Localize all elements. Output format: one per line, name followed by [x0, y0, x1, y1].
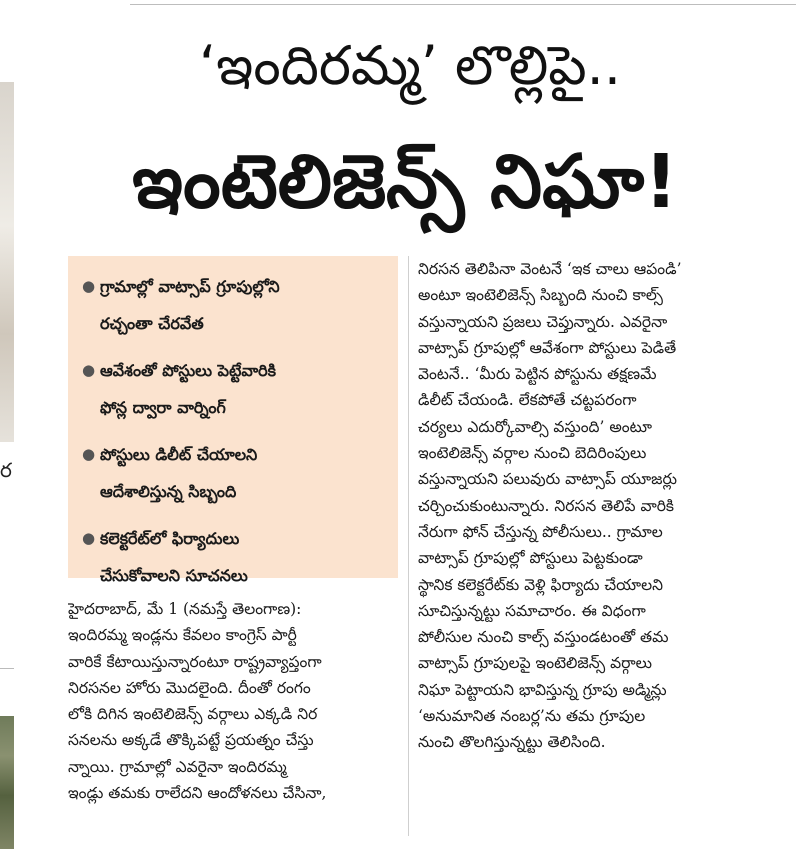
highlight-line: ఆవేశంతో పోస్టులు పెట్టేవారికి	[100, 361, 276, 380]
article-line: అంటూ ఇంటెలిజెన్స్ సిబ్బంది నుంచి కాల్స్	[418, 286, 663, 305]
adjacent-photo-fragment	[0, 82, 14, 442]
article-column-left	[68, 596, 398, 806]
top-rule	[130, 4, 796, 5]
highlight-line: కలెక్టరేట్‌లో ఫిర్యాదులు	[100, 529, 240, 548]
article-line: స్థానిక కలెక్టరేట్‌కు వెళ్లి ఫిర్యాదు చేయాలని	[418, 575, 663, 594]
adjacent-photo-fragment-2	[0, 716, 14, 849]
highlight-line: గ్రామాల్లో వాట్సాప్ గ్రూపుల్లోని	[100, 277, 280, 296]
article-line: నిరసనల హోరు మొదలైంది. దీంతో రంగం	[68, 678, 311, 697]
article-line: వెంటనే.. ‘మీరు పెట్టిన పోస్టును తక్షణమే	[418, 365, 657, 384]
article-line: వాట్సాప్ గ్రూపుల్లో ఆవేశంగా పోస్టులు పెడితే	[418, 338, 677, 357]
article-line: నుంచి తొలగిస్తున్నట్టు తెలిసింది.	[418, 733, 606, 752]
article-line: నిఘా పెట్టాయని భావిస్తున్న గ్రూపు అడ్మిన్లు	[418, 680, 667, 699]
highlight-item	[82, 268, 388, 342]
article-line: వస్తున్నాయని పలువురు వాట్సాప్ యూజర్లు	[418, 470, 678, 489]
article-line: ఇండ్లు తమకు రాలేదని ఆందోళనలు చేసినా,	[68, 784, 327, 803]
column-divider	[408, 256, 409, 836]
article-line: చర్చించుకుంటున్నారు. నిరసన తెలిపే వారికి	[418, 496, 675, 515]
highlight-item	[82, 436, 388, 510]
article-line: పోలీసుల నుంచి కాల్స్ వస్తుండటంతో తమ	[418, 628, 669, 647]
bullet-icon: ●	[82, 445, 96, 463]
highlight-line: ఫోన్ల ద్వారా వార్నింగ్	[100, 398, 226, 417]
article-column-right	[418, 256, 768, 756]
bullet-icon: ●	[82, 361, 96, 379]
article-line: చర్యలు ఎదుర్కోవాల్సి వస్తుంది’ అంటూ	[418, 417, 652, 436]
article-line: ‘అనుమానిత నంబర్ల’ను తమ గ్రూపుల	[418, 707, 646, 726]
article-line: వస్తున్నాయని ప్రజలు చెప్తున్నారు. ఎవరైనా	[418, 312, 668, 331]
article-line: సనలను అక్కడే తొక్కిపట్టే ప్రయత్నం చేస్తు	[68, 731, 314, 750]
headline-kicker: ‘ఇందిరమ్మ’ లొల్లిపై..	[198, 34, 622, 97]
highlight-line: పోస్టులు డిలీట్ చేయాలని	[100, 445, 258, 464]
article-line: వారికే కేటాయిస్తున్నారంటూ రాష్ట్రవ్యాప్తంగా	[68, 652, 322, 671]
adjacent-rule	[0, 668, 14, 669]
article-line: నిరసన తెలిపినా వెంటనే ‘ఇక చాలు ఆపండి’	[418, 260, 682, 278]
adjacent-column-fragment: ర	[0, 458, 12, 482]
highlight-line: రచ్చంతా చేరవేత	[100, 314, 204, 333]
article-line: ఇందిరమ్మ ఇండ్లను కేవలం కాంగ్రెస్ పార్టీ	[68, 626, 297, 645]
highlight-text	[100, 268, 280, 342]
highlight-item	[82, 520, 388, 594]
highlight-text	[100, 436, 257, 510]
article-line: వాట్సాప్ గ్రూపుల్లో పోస్టులు పెట్టకుండా	[418, 549, 643, 568]
article-line: నేరుగా ఫోన్ చేస్తున్న పోలీసులు.. గ్రామాల	[418, 522, 663, 541]
highlight-line: చేసుకోవాలని సూచనలు	[100, 566, 248, 585]
article-line: సూచిస్తున్నట్టు సమాచారం. ఈ విధంగా	[418, 601, 646, 620]
bullet-icon: ●	[82, 277, 96, 295]
highlight-line: ఆదేశాలిస్తున్న సిబ్బంది	[100, 482, 237, 501]
article-line: లోకి దిగిన ఇంటెలిజెన్స్ వర్గాలు ఎక్కడి నిర	[68, 705, 318, 724]
bullet-icon: ●	[82, 529, 96, 547]
highlights-box	[68, 256, 398, 585]
article-line: వాట్సాప్ గ్రూపులపై ఇంటెలిజెన్స్ వర్గాలు	[418, 654, 652, 673]
highlight-item	[82, 352, 388, 426]
article-line: ఇంటెలిజెన్స్ వర్గాల నుంచి బెదిరింపులు	[418, 444, 647, 463]
article-line: హైదరాబాద్, మే 1 (నమస్తే తెలంగాణ):	[68, 600, 302, 618]
article-line: డిలీట్ చేయండి. లేకపోతే చట్టపరంగా	[418, 391, 637, 410]
headline-main: ఇంటెలిజెన్స్ నిఘా!	[132, 139, 678, 225]
article-line: న్నాయి. గ్రామాల్లో ఎవరైనా ఇందిరమ్మ	[68, 757, 287, 776]
highlight-text	[100, 352, 276, 426]
highlight-text	[100, 520, 248, 594]
